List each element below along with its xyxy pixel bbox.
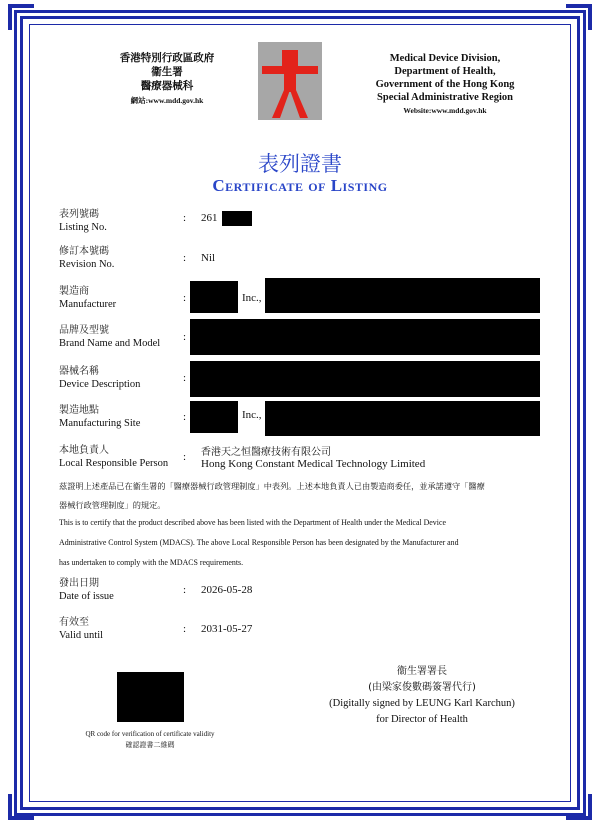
field-colon: : [183,212,187,224]
header-left-website: 網站:www.mdd.gov.hk [130,96,204,105]
lrp-name-en: Hong Kong Constant Medical Technology Limited [201,458,426,470]
field-local-responsible-person [59,445,549,470]
issue-date-value: 2026-05-28 [201,584,253,596]
header-right-line: Special Administrative Region [377,92,513,103]
field-label-zh: 表列號碼 [59,209,99,220]
field-label-en: Revision No. [59,259,115,270]
redaction-block [265,278,540,313]
qr-caption-zh: 確認證書二維碼 [125,741,175,749]
lrp-name-zh: 香港天之恒醫療技術有限公司 [201,447,331,458]
field-colon: : [183,331,187,343]
statement-zh-line: 茲證明上述產品已在衞生署的「醫療器械行政管理制度」中表列。上述本地負責人已由製造商委任，並承諾遵守「醫療 [59,481,485,491]
field-label-en: Valid until [59,630,104,641]
corner-ornament [8,794,34,820]
corner-ornament [8,4,34,30]
header-left-line: 衞生署 [151,67,183,78]
qr-code-redacted [117,672,184,722]
field-colon: : [183,584,187,596]
statement-en [59,513,543,573]
field-date-of-issue [59,578,549,603]
revision-number-value: Nil [201,252,216,264]
certificate-title-zh: 表列證書 [258,152,342,176]
redaction-block [190,401,238,433]
header-right-line: Medical Device Division, [389,53,501,64]
field-colon: : [183,411,187,423]
field-label-zh: 品牌及型號 [59,325,109,336]
header-right-line: Department of Health, [394,66,496,77]
field-colon: : [183,623,187,635]
field-label-zh: 製造商 [59,286,89,297]
field-label-zh: 製造地點 [59,405,99,416]
statement-zh-line: 器械行政管理制度」的規定。 [59,500,166,510]
field-colon: : [183,252,187,264]
field-label-zh: 修訂本號碼 [59,246,109,257]
field-label-en: Manufacturing Site [59,418,141,429]
field-label-zh: 有效至 [59,617,89,628]
certificate-title-en: Certificate of Listing [212,176,388,195]
signature-for-director: for Director of Health [376,714,468,725]
corner-ornament [566,794,592,820]
header-right-website: Website:www.mdd.gov.hk [403,106,487,115]
corner-ornament [566,4,592,30]
header-left-line: 香港特別行政區政府 [119,53,215,64]
statement-en-line: Administrative Control System (MDACS). The above Local Responsible Person has been designated by the Manufacturer and [59,538,459,547]
manufacturer-suffix: Inc., [242,292,262,304]
header-left-line: 醫療器械科 [140,81,194,92]
field-revision-no [59,246,549,271]
field-label-en: Local Responsible Person [59,458,169,469]
header-right-block [352,52,538,117]
field-valid-until [59,617,549,642]
field-colon: : [183,451,187,463]
signature-signed-by-zh: (由梁家俊數碼簽署代行) [368,682,476,693]
field-label-en: Date of issue [59,591,114,602]
statement-en-line: This is to certify that the product described above has been listed with the Department of Health under the Medical Device [59,518,446,527]
field-label-en: Listing No. [59,222,107,233]
field-colon: : [183,372,187,384]
field-label-zh: 器械名稱 [59,366,99,377]
header-right-line: Government of the Hong Kong [375,79,515,90]
signature-signed-by-en: (Digitally signed by LEUNG Karl Karchun) [329,698,515,709]
field-listing-no [59,209,549,234]
field-label-zh: 發出日期 [59,578,99,589]
redaction-block [190,319,540,355]
department-of-health-logo-icon [258,42,322,120]
qr-caption [62,729,238,751]
field-colon: : [183,292,187,304]
valid-until-value: 2031-05-27 [201,623,253,635]
signature-block [322,664,522,728]
site-suffix: Inc., [242,409,262,421]
listing-number-value: 261 [201,212,218,224]
field-label-en: Brand Name and Model [59,338,161,349]
field-label-en: Device Description [59,379,141,390]
redaction-block [190,281,238,313]
field-label-zh: 本地負責人 [59,445,109,456]
redaction-block [265,401,540,436]
statement-en-line: has undertaken to comply with the MDACS requirements. [59,558,244,567]
redaction-block [222,211,252,226]
qr-caption-en: QR code for verification of certificate validity [85,730,215,738]
signature-title-zh: 衞生署署長 [397,666,447,677]
field-label-en: Manufacturer [59,299,117,310]
header-left-block [92,52,242,108]
redaction-block [190,361,540,397]
statement-zh [59,477,543,515]
